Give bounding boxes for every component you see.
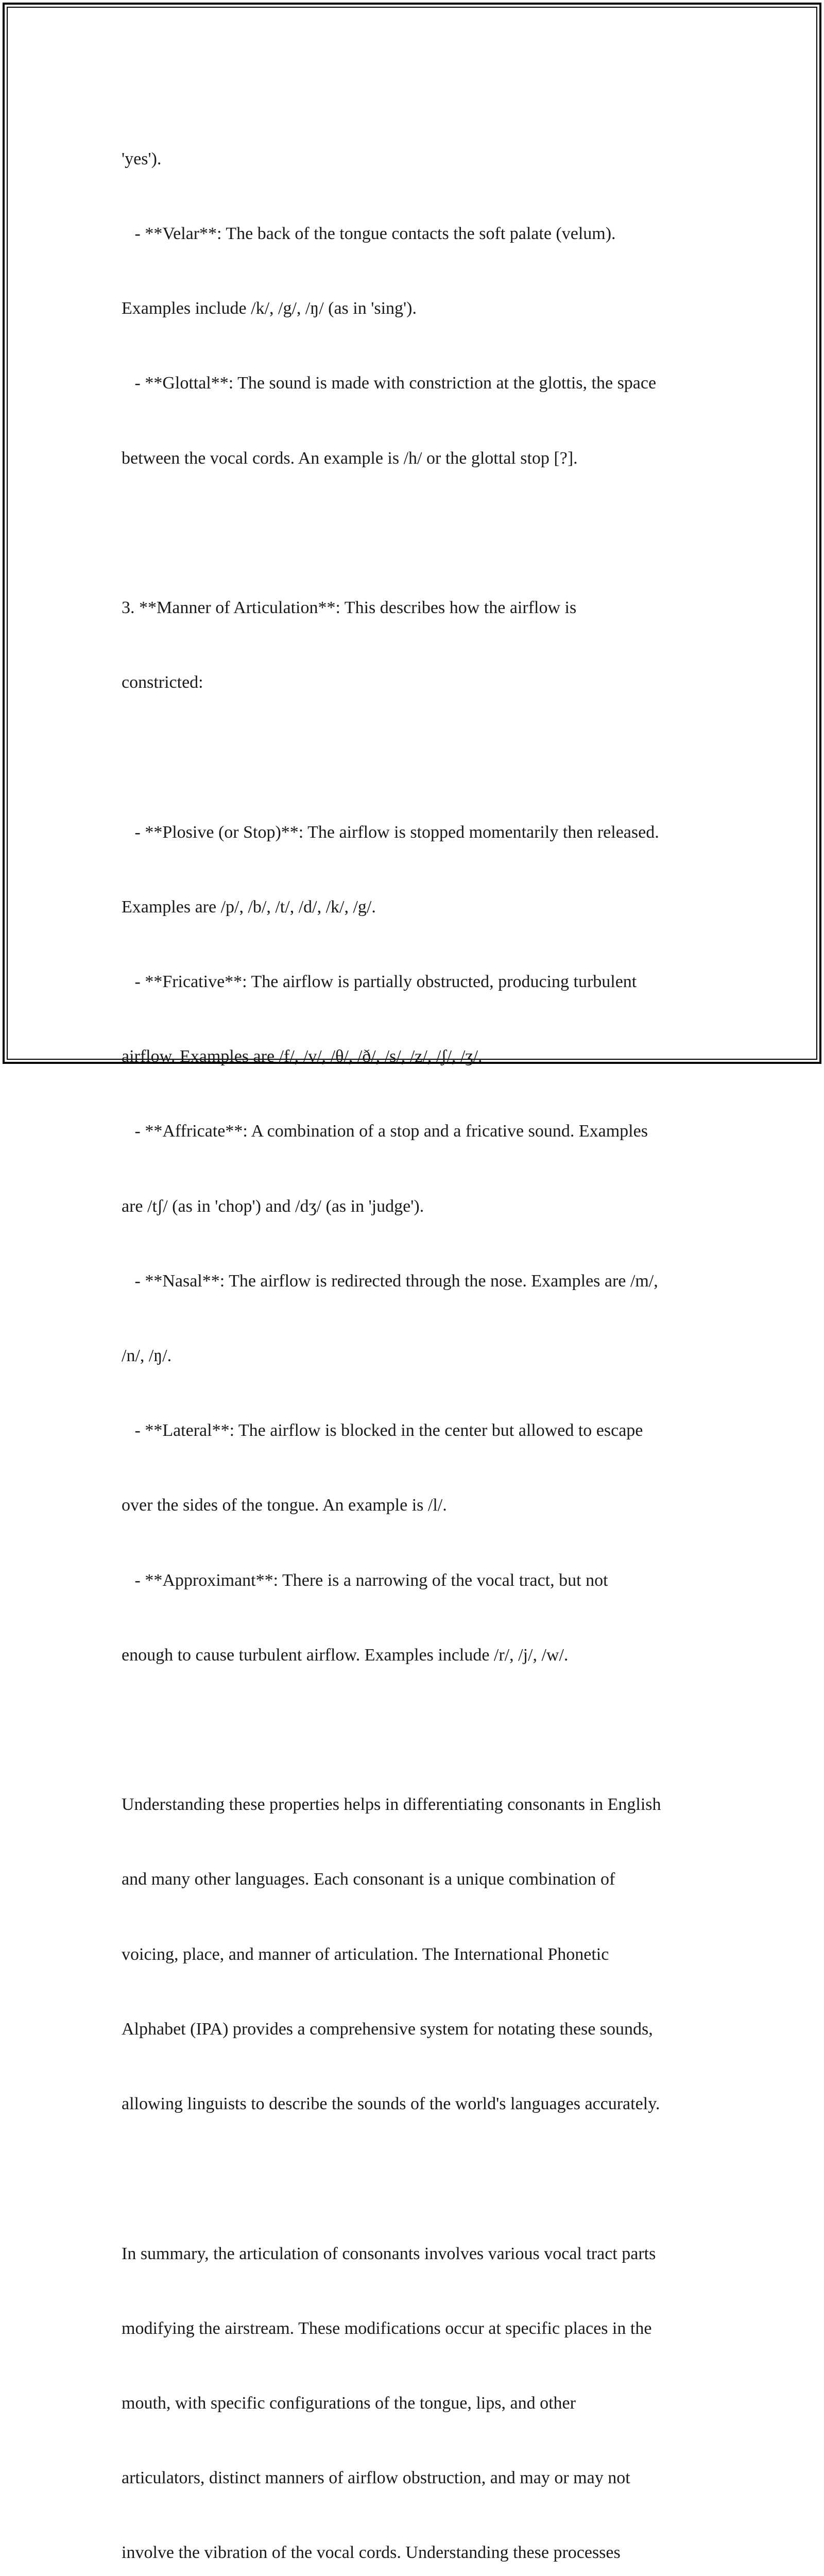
blank-line	[122, 2166, 714, 2191]
text-line: articulators, distinct manners of airflow obstruction, and may or may not	[122, 2468, 630, 2488]
text-line: 'yes').	[122, 149, 162, 168]
document-body	[122, 97, 714, 2576]
text-line: allowing linguists to describe the sounds of the world's languages accurately.	[122, 2094, 660, 2114]
text-line: mouth, with specific configurations of the tongue, lips, and other	[122, 2393, 576, 2413]
text-line: enough to cause turbulent airflow. Examples include /r/, /j/, /w/.	[122, 1645, 569, 1665]
text-line: Understanding these properties helps in differentiating consonants in English	[122, 1795, 661, 1815]
text-line: /n/, /ŋ/.	[122, 1346, 172, 1366]
text-line: Alphabet (IPA) provides a comprehensive system for notating these sounds,	[122, 2019, 653, 2039]
text-line: are /tʃ/ (as in 'chop') and /dʒ/ (as in 'judge').	[122, 1196, 424, 1216]
blank-line	[122, 1718, 714, 1742]
text-line: - **Velar**: The back of the tongue contacts the soft palate (velum).	[122, 224, 616, 244]
text-line: - **Lateral**: The airflow is blocked in the center but allowed to escape	[122, 1421, 643, 1440]
text-line: and many other languages. Each consonant is a unique combination of	[122, 1870, 615, 1889]
text-line: Examples include /k/, /g/, /ŋ/ (as in 'sing').	[122, 299, 417, 318]
blank-line	[122, 521, 714, 546]
text-line: - **Nasal**: The airflow is redirected through the nose. Examples are /m/,	[122, 1271, 658, 1291]
text-line: - **Approximant**: There is a narrowing of the vocal tract, but not	[122, 1570, 608, 1590]
text-line: 3. **Manner of Articulation**: This describes how the airflow is	[122, 598, 577, 618]
text-line: between the vocal cords. An example is /h/ or the glottal stop [?].	[122, 448, 578, 468]
text-line: airflow. Examples are /f/, /v/, /θ/, /ð/, /s/, /z/, /ʃ/, /ʒ/.	[122, 1047, 483, 1066]
text-line: - **Plosive (or Stop)**: The airflow is stopped momentarily then released.	[122, 822, 659, 842]
text-line: Examples are /p/, /b/, /t/, /d/, /k/, /g/.	[122, 897, 376, 917]
text-line: constricted:	[122, 673, 203, 692]
text-line: - **Fricative**: The airflow is partially obstructed, producing turbulent	[122, 972, 637, 992]
text-line: - **Glottal**: The sound is made with constriction at the glottis, the space	[122, 374, 657, 393]
text-line: - **Affricate**: A combination of a stop and a fricative sound. Examples	[122, 1122, 648, 1141]
text-line: involve the vibration of the vocal cords. Understanding these processes	[122, 2543, 621, 2563]
text-line: In summary, the articulation of consonants involves various vocal tract parts	[122, 2244, 656, 2263]
blank-line	[122, 745, 714, 770]
text-line: over the sides of the tongue. An example is /l/.	[122, 1496, 447, 1515]
text-line: modifying the airstream. These modifications occur at specific places in the	[122, 2318, 652, 2338]
text-line: voicing, place, and manner of articulation. The International Phonetic	[122, 1944, 609, 1964]
